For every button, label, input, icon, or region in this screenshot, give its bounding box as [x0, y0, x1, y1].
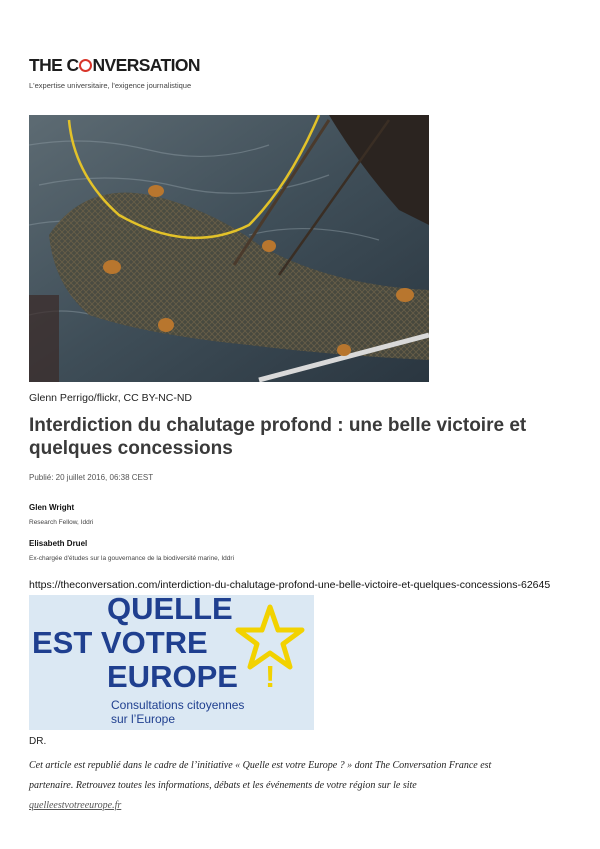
banner-exclamation: ! — [265, 659, 276, 694]
logo-text-start: THE C — [29, 55, 79, 75]
banner-credit: DR. — [29, 736, 47, 747]
article-photo — [29, 115, 429, 382]
banner-graphic — [29, 595, 314, 730]
speech-bubble-o-icon — [79, 59, 92, 72]
site-logo[interactable] — [29, 55, 200, 76]
republish-text: Cet article est republié dans le cadre de l’initiative « Quelle est votre Europe ? » dont The Conversation France est partenaire. Retrouvez toutes les informations, débats et les événements de votre région sur le site — [29, 760, 492, 791]
article-url[interactable]: https://theconversation.com/interdiction-du-chalutage-profond-une-belle-victoire-et-quelques-concessions-62645 — [29, 579, 551, 591]
author-role: Research Fellow, Iddri — [29, 519, 94, 526]
banner-line-2: EST VOTRE — [32, 625, 208, 660]
banner-subtitle-1: Consultations citoyennes — [111, 698, 245, 712]
photo-credit: Glenn Perrigo/flickr, CC BY-NC-ND — [29, 392, 192, 404]
article-title: Interdiction du chalutage profond : une belle victoire et quelques concessions — [29, 415, 527, 459]
author-name[interactable]: Glen Wright — [29, 503, 75, 512]
banner-line-1: QUELLE — [107, 595, 233, 626]
banner-line-3: EUROPE — [107, 659, 238, 694]
logo-text-end: NVERSATION — [92, 55, 200, 75]
fishing-net-photo-illustration — [29, 115, 429, 382]
banner-subtitle-2: sur l’Europe — [111, 712, 176, 726]
site-link[interactable]: quelleestvotreeurope.fr — [29, 800, 122, 811]
author-role: Ex-chargée d'études sur la gouvernance de la biodiversité marine, Iddri — [29, 555, 235, 562]
site-tagline: L'expertise universitaire, l'exigence journalistique — [29, 81, 192, 90]
publish-date: Publié: 20 juillet 2016, 06:38 CEST — [29, 473, 154, 482]
republish-note — [29, 756, 499, 816]
author-name[interactable]: Elisabeth Druel — [29, 539, 88, 548]
quelle-est-votre-europe-banner[interactable] — [29, 595, 314, 730]
